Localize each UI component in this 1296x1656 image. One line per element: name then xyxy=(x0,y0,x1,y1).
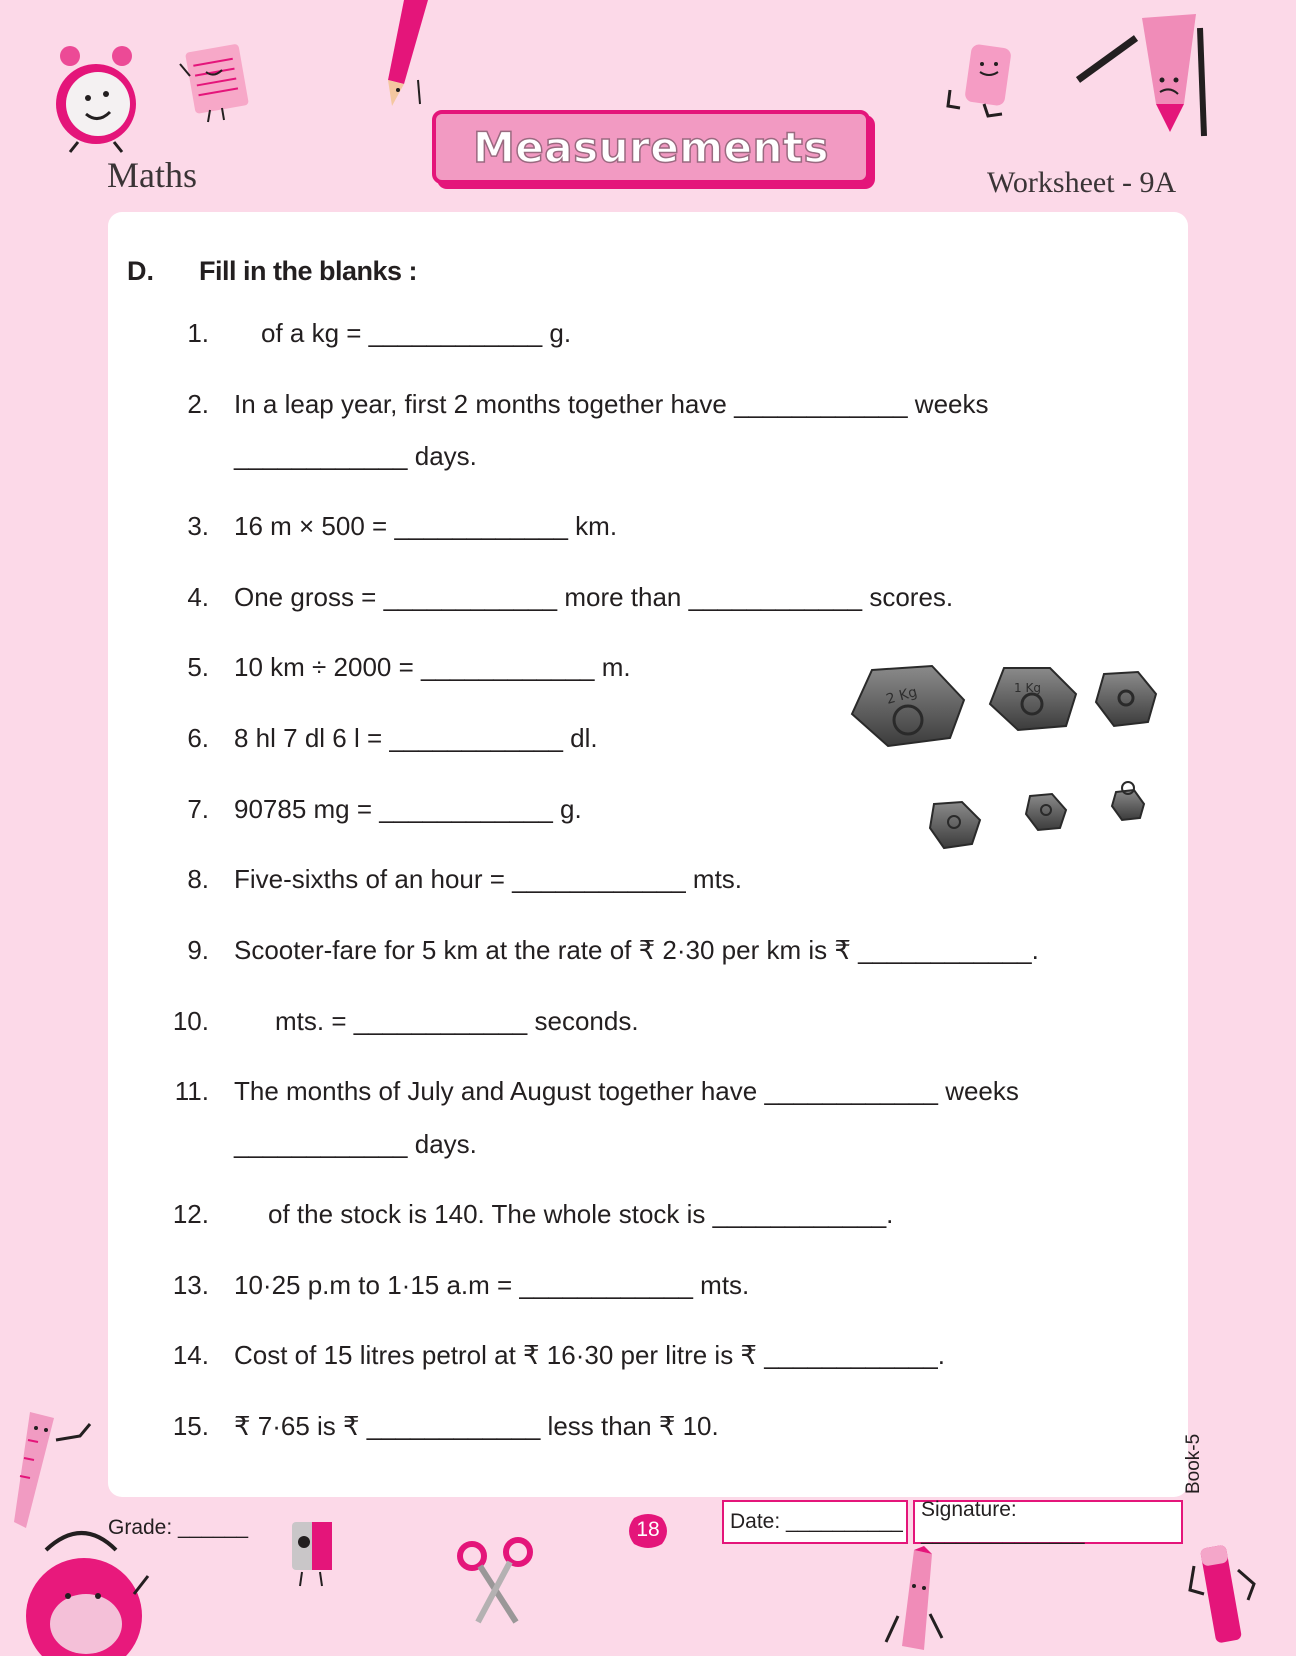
question-number: 5. xyxy=(187,652,209,682)
question-text: Five-sixths of an hour = ____________ mts. xyxy=(234,864,743,894)
pencil-pair-illustration xyxy=(1072,8,1212,138)
question-number: 4. xyxy=(187,582,209,612)
question-text: mts. = ____________ seconds. xyxy=(275,1006,639,1036)
ruler-character-illustration xyxy=(10,1410,96,1530)
question-number: 9. xyxy=(187,935,209,965)
signature-field: Signature: ______________ xyxy=(913,1500,1183,1544)
question-number: 6. xyxy=(187,723,209,753)
question-number: 2. xyxy=(187,389,209,419)
question-text: One gross = ____________ more than ____________ scores. xyxy=(234,582,954,612)
question-text: In a leap year, first 2 months together have ____________ weeks xyxy=(234,389,989,419)
page-title: Measurements xyxy=(473,122,829,172)
question-text: ₹ 7·65 is ₹ ____________ less than ₹ 10. xyxy=(234,1411,719,1441)
title-banner xyxy=(432,110,870,184)
question-number: 11. xyxy=(174,1076,209,1106)
question-number: 13. xyxy=(172,1270,209,1300)
crayon-character-illustration xyxy=(884,1546,954,1654)
question-number: 7. xyxy=(187,794,209,824)
question-text: of a kg = ____________ g. xyxy=(261,318,572,348)
grade-field: Grade: ______ xyxy=(108,1516,249,1539)
scissors-illustration xyxy=(456,1536,536,1626)
page-number: 18 xyxy=(636,1518,660,1541)
sharpener-character-illustration xyxy=(284,1516,344,1590)
subject-label: Maths xyxy=(107,155,197,195)
alarm-clock-illustration xyxy=(48,42,148,154)
section-title: Fill in the blanks : xyxy=(199,256,418,286)
question-number: 3. xyxy=(187,511,209,541)
question-text: 10 km ÷ 2000 = ____________ m. xyxy=(234,652,631,682)
date-field: Date: __________ xyxy=(722,1500,908,1544)
question-text: of the stock is 140. The whole stock is ____________. xyxy=(268,1199,894,1229)
worksheet-number: Worksheet - 9A xyxy=(987,166,1177,199)
question-number: 10. xyxy=(172,1006,209,1036)
question-number: 14. xyxy=(172,1340,209,1370)
pencil-character-illustration xyxy=(378,0,438,110)
question-text: 8 hl 7 dl 6 l = ____________ dl. xyxy=(234,723,598,753)
question-text: 16 m × 500 = ____________ km. xyxy=(234,511,618,541)
section-letter: D. xyxy=(127,256,154,286)
question-number: 15. xyxy=(172,1411,209,1441)
question-number: 1. xyxy=(187,318,209,348)
marker-character-illustration xyxy=(1186,1540,1260,1656)
book-label: Book-5 xyxy=(1183,1433,1204,1494)
weights-illustration xyxy=(842,660,1158,860)
question-text: Cost of 15 litres petrol at ₹ 16·30 per litre is ₹ ____________. xyxy=(234,1340,945,1370)
question-text: 10·25 p.m to 1·15 a.m = ____________ mts. xyxy=(234,1270,750,1300)
question-text-continued: ____________ days. xyxy=(234,441,477,471)
question-text: Scooter-fare for 5 km at the rate of ₹ 2·30 per km is ₹ ____________. xyxy=(234,935,1039,965)
weight-label-2kg: 2 Kg xyxy=(884,684,919,708)
question-text-continued: ____________ days. xyxy=(234,1129,477,1159)
question-text: 90785 mg = ____________ g. xyxy=(234,794,582,824)
bag-character-illustration xyxy=(16,1520,152,1656)
eraser-character-illustration xyxy=(944,42,1024,118)
question-text: The months of July and August together have ____________ weeks xyxy=(234,1076,1019,1106)
notepad-character-illustration xyxy=(176,44,260,124)
question-number: 12. xyxy=(172,1199,209,1229)
weight-label-1kg: 1 Kg xyxy=(1014,681,1041,695)
question-number: 8. xyxy=(187,864,209,894)
